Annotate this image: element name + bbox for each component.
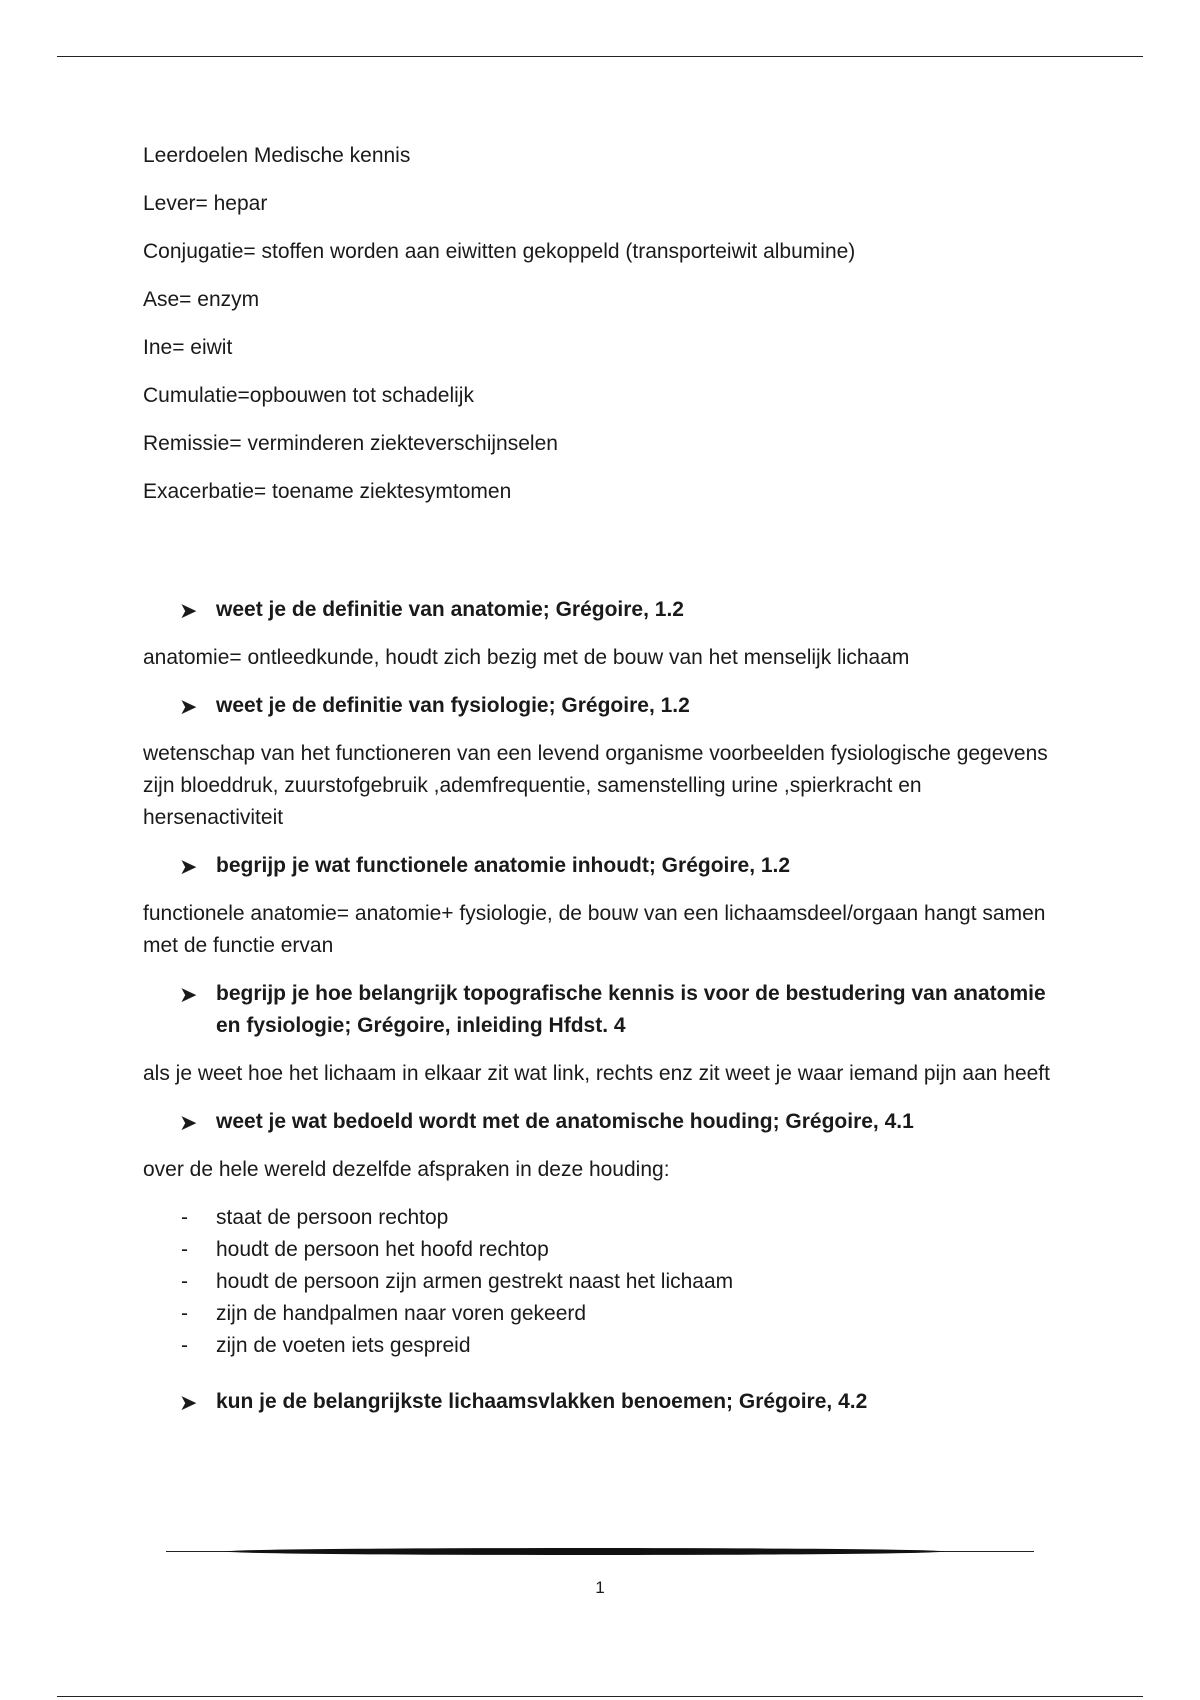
arrow-bullet-icon: ➤ [179, 1110, 198, 1135]
section-heading [143, 1106, 1063, 1138]
section-heading-text: weet je de definitie van fysiologie; Grégoire, 1.2 [216, 694, 690, 717]
dash-bullet: - [181, 1206, 188, 1229]
dash-bullet: - [181, 1334, 188, 1357]
section-heading [143, 978, 1063, 1042]
section-heading [143, 594, 1063, 626]
section-heading-text: begrijp je wat functionele anatomie inhoudt; Grégoire, 1.2 [216, 854, 791, 877]
list-item: - zijn de handpalmen naar voren gekeerd [143, 1298, 1063, 1330]
list-item: - houdt de persoon het hoofd rechtop [143, 1234, 1063, 1266]
section-body: wetenschap van het functioneren van een levend organisme voorbeelden fysiologische gegevens zijn bloeddruk, zuurstofgebruik ,ademfrequentie, samenstelling urine ,spierkracht en hersenactiviteit [143, 742, 1048, 829]
arrow-bullet-icon: ➤ [179, 854, 198, 879]
list-item: - staat de persoon rechtop [143, 1202, 1063, 1234]
top-rule [57, 56, 1143, 57]
section-heading [143, 850, 1063, 882]
section-body: anatomie= ontleedkunde, houdt zich bezig met de bouw van het menselijk lichaam [143, 646, 910, 669]
footer-swoosh [226, 1548, 944, 1555]
term-line: Ase= enzym [143, 288, 260, 311]
arrow-bullet-icon: ➤ [179, 1390, 198, 1415]
list-item: - zijn de voeten iets gespreid [143, 1330, 1063, 1362]
document-title: Leerdoelen Medische kennis [143, 144, 411, 167]
bottom-rule [57, 1696, 1143, 1697]
footer-rule [166, 1551, 1034, 1560]
section-heading [143, 690, 1063, 722]
posture-list [143, 1202, 1063, 1362]
term-line: Ine= eiwit [143, 336, 233, 359]
spacer [143, 524, 1063, 594]
term-line: Conjugatie= stoffen worden aan eiwitten gekoppeld (transporteiwit albumine) [143, 240, 856, 263]
section-heading-text: weet je de definitie van anatomie; Grégoire, 1.2 [216, 598, 684, 621]
section-body: als je weet hoe het lichaam in elkaar zit wat link, rechts enz zit weet je waar iemand pijn aan heeft [143, 1062, 1050, 1085]
section-heading-text: begrijp je hoe belangrijk topografische kennis is voor de bestudering van anatomie en fysiologie; Grégoire, inleiding Hfdst. 4 [216, 982, 1046, 1037]
section-heading-text: weet je wat bedoeld wordt met de anatomische houding; Grégoire, 4.1 [216, 1110, 914, 1133]
dash-bullet: - [181, 1302, 188, 1325]
arrow-bullet-icon: ➤ [179, 598, 198, 623]
section-heading-text: kun je de belangrijkste lichaamsvlakken benoemen; Grégoire, 4.2 [216, 1390, 868, 1413]
page-number: 1 [595, 1578, 605, 1597]
arrow-bullet-icon: ➤ [179, 694, 198, 719]
document-body [143, 140, 1063, 1434]
arrow-bullet-icon: ➤ [179, 982, 198, 1007]
section-heading [143, 1386, 1063, 1418]
dash-bullet: - [181, 1238, 188, 1261]
term-line: Lever= hepar [143, 192, 268, 215]
dash-bullet: - [181, 1270, 188, 1293]
term-line: Exacerbatie= toename ziektesymtomen [143, 480, 512, 503]
term-line: Cumulatie=opbouwen tot schadelijk [143, 384, 474, 407]
section-body: functionele anatomie= anatomie+ fysiologie, de bouw van een lichaamsdeel/orgaan hangt samen met de functie ervan [143, 902, 1046, 957]
section-body: over de hele wereld dezelfde afspraken in deze houding: [143, 1158, 670, 1181]
list-item: - houdt de persoon zijn armen gestrekt naast het lichaam [143, 1266, 1063, 1298]
term-line: Remissie= verminderen ziekteverschijnselen [143, 432, 558, 455]
